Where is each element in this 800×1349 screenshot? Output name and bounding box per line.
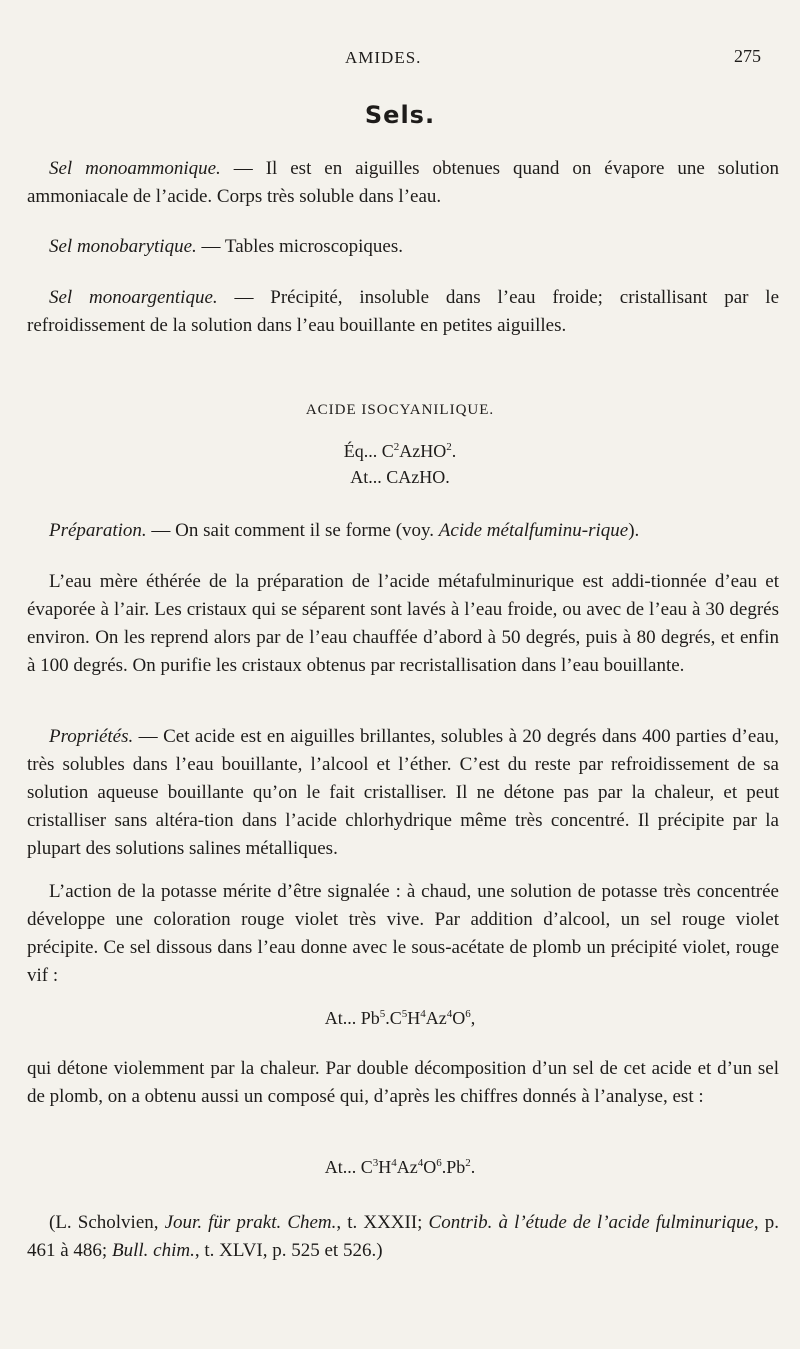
salt-monoammonique (27, 155, 779, 211)
page-number: 275 (734, 46, 761, 66)
properties-paragraph: Propriétés. — Cet acide est en aiguilles brillantes, solubles à 20 degrés dans 400 parties d’eau, très solubles dans l’eau bouillante, l’alcool et l’éther. C’est du reste par refroidissement de sa solution aqueuse bouillante qu’on le fait cristalliser. Il ne détone pas par la chaleur, et peut cristalliser sans altéra-tion dans l’acide chlorhydrique même très concentré. Il précipite par la plupart des solutions salines métalliques. (27, 726, 779, 859)
work-title: Contrib. à l’étude de l’acide fulminurique (428, 1212, 754, 1233)
salt-text: — Il est en aiguilles obtenues quand on évapore une solution ammoniacale de l’acide. Corps très soluble dans l’eau. (27, 158, 779, 207)
page-header (0, 40, 800, 70)
decomposition-paragraph: qui détone violemment par la chaleur. Par double décomposition d’un sel de cet acide et d’un sel de plomb, on a obtenu aussi un composé qui, d’après les chiffres donnés à l’analyse, est : (27, 1058, 779, 1107)
compound-formula: At... $C^3H^4Az^4O^6.Pb^2$. (324, 1157, 476, 1177)
journal-title: Bull. chim. (111, 1240, 195, 1261)
bibliographic-reference: (L. Scholvien, Jour. für prakt. Chem., t. XXXII; Contrib. à l’étude de l’acide fulminurique, p. 461 à 486; Bull. chim., t. XLVI, p. 525 et 526.) (27, 1212, 780, 1261)
salt-monobarytique (27, 233, 779, 261)
salt-monoargentique (27, 284, 779, 340)
salt-name: Sel monoargentique. (49, 287, 218, 308)
salt-name: Sel monobarytique. (49, 236, 197, 257)
salt-name: Sel monoammonique. (49, 158, 221, 179)
atomic-formula: At... CAzHO. (350, 467, 450, 487)
compound-heading: ACIDE ISOCYANILIQUE. (305, 402, 495, 418)
preparation-paragraph: Préparation. — On sait comment il se forme (voy. Acide métalfuminu-rique). (49, 520, 640, 541)
salt-text: — Précipité, insoluble dans l’eau froide; cristallisant par le refroidissement de la solution dans l’eau bouillante en petites aiguilles. (27, 287, 779, 336)
equivalent-formula: Éq... $C^2AzHO^2$. (343, 441, 457, 461)
journal-title: Jour. für prakt. Chem. (164, 1212, 337, 1233)
preparation-label: Préparation. (49, 520, 147, 541)
cross-reference: Acide métalfuminu-rique (438, 520, 629, 541)
lead-salt-formula: At... $Pb^5.C^5H^4Az^4O^6$, (324, 1008, 476, 1028)
salt-text: — Tables microscopiques. (196, 236, 403, 257)
preparation-method: L’eau mère éthérée de la préparation de l’acide métafulminurique est addi-tionnée d’eau et évaporée à l’air. Les cristaux qui se séparent sont lavés à l’eau froide, ou avec de l’eau à 30 degrés environ. On les reprend alors par de l’eau chauffée d’abord à 50 degrés, puis à 80 degrés, et enfin à 100 degrés. On purifie les cristaux obtenus par recristallisation dans l’eau bouillante. (27, 571, 779, 676)
running-head: AMIDES. (345, 48, 422, 67)
properties-label: Propriétés. (49, 726, 134, 747)
section-title: Sels. (364, 101, 436, 129)
potash-paragraph: L’action de la potasse mérite d’être signalée : à chaud, une solution de potasse très concentrée développe une coloration rouge violet très vive. Par addition d’alcool, un sel rouge violet précipite. Ce sel dissous dans l’eau donne avec le sous-acétate de plomb un précipité violet, rouge vif : (27, 881, 779, 986)
